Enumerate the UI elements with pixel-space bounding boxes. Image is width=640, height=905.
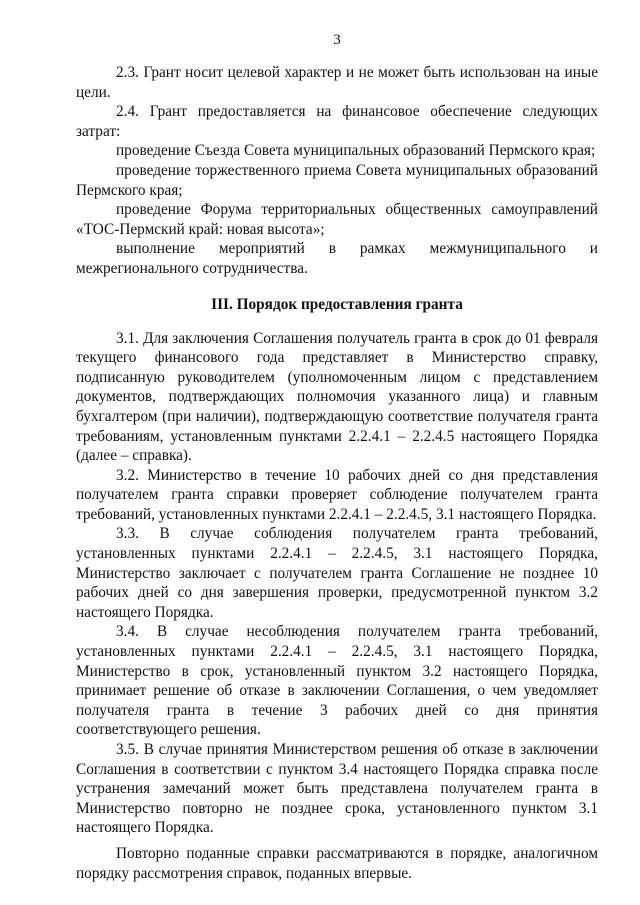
paragraph-resubmission: Повторно поданные справки рассматриваются в порядке, аналогичном порядку рассмотрения справок, поданных впервые. xyxy=(76,844,598,882)
section-title: III. Порядок предоставления гранта xyxy=(211,295,463,313)
expense-item-cooperation: выполнение мероприятий в рамках межмуниципального и межрегионального сотрудничества. xyxy=(76,240,598,277)
paragraph-3-1: 3.1. Для заключения Соглашения получатель гранта в срок до 01 февраля текущего финансового года представляет в Министерство справку, подписанную руководителем (уполномоченным лицом с представлением документов, подтверждающих полномочия указанного лица) и главным бухгалтером (при наличии), подтверждающую соответствие получателя гранта требованиям, установленным пунктами 2.2.4.1 – 2.2.4.5 настоящего Порядка (далее – справка). xyxy=(76,329,598,465)
paragraph-3-5: 3.5. В случае принятия Министерством решения об отказе в заключении Соглашения в соответствии с пунктом 3.4 настоящего Порядка справка после устранения замечаний может быть представлена получателем гранта в Министерство повторно не позднее срока, установленного пунктом 3.1 настоящего Порядка. xyxy=(76,741,598,837)
paragraph-3-4: 3.4. В случае несоблюдения получателем гранта требований, установленных пунктами 2.2.4.1 – 2.2.4.5, 3.1 настоящего Порядка, Министерство в срок, установленный пунктом 3.2 настоящего Порядка, принимает решение об отказе в заключении Соглашения, о чем уведомляет получателя гранта в течение 3 рабочих дней со дня принятия соответствующего решения. xyxy=(76,623,598,739)
paragraph-3-3: 3.3. В случае соблюдения получателем гранта требований, установленных пунктами 2.2.4.1 – 2.2.4.5, 3.1 настоящего Порядка, Министерство заключает с получателем гранта Соглашение не позднее 10 рабочих дней со дня завершения проверки, предусмотренной пунктом 3.2 настоящего Порядка. xyxy=(76,525,598,621)
page-number: 3 xyxy=(333,32,341,48)
expense-item-congress: проведение Съезда Совета муниципальных образований Пермского края; xyxy=(116,142,596,160)
expense-item-reception: проведение торжественного приема Совета муниципальных образований Пермского края; xyxy=(76,161,598,199)
paragraph-2-3: 2.3. Грант носит целевой характер и не может быть использован на иные цели. xyxy=(76,64,598,101)
paragraph-3-2: 3.2. Министерство в течение 10 рабочих дней со дня представления получателем гранта справки проверяет соблюдение получателем гранта требований, установленных пунктами 2.2.4.1 – 2.2.4.5, 3.1 настоящего Порядка. xyxy=(76,466,598,523)
paragraph-2-4: 2.4. Грант предоставляется на финансовое обеспечение следующих затрат: xyxy=(76,103,598,140)
expense-item-forum: проведение Форума территориальных общественных самоуправлений «ТОС-Пермский край: новая высота»; xyxy=(76,201,598,238)
